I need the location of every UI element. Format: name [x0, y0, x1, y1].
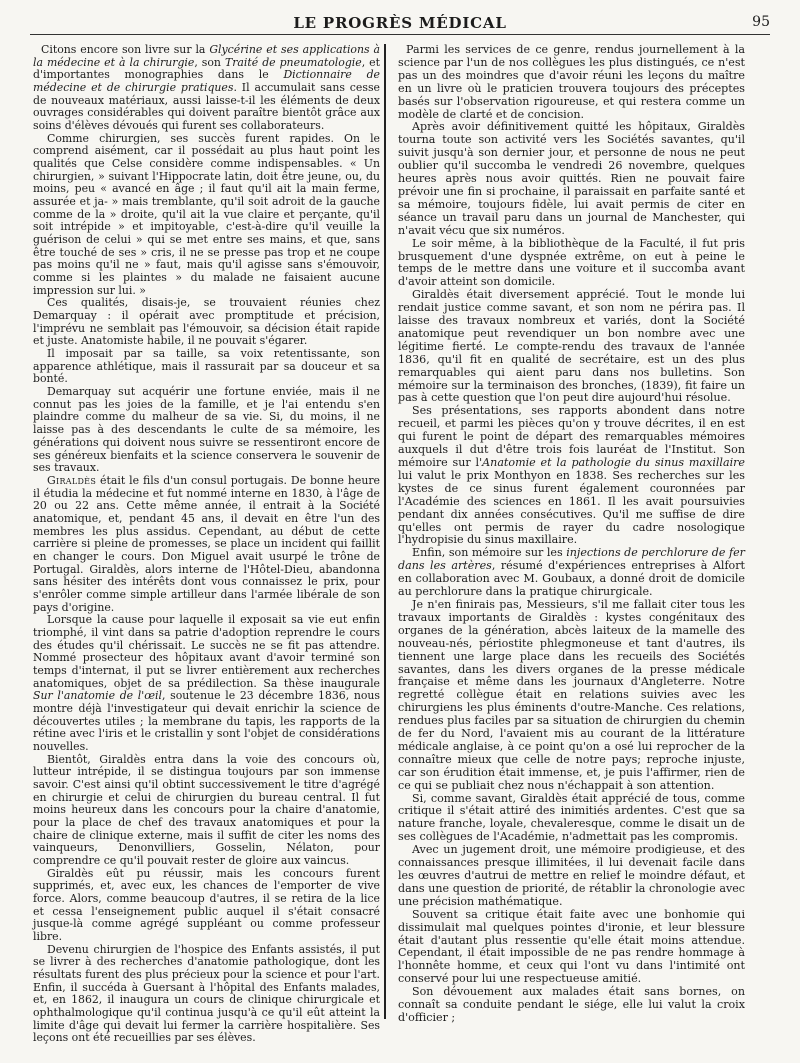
- right-column: [398, 44, 745, 1025]
- memoir-title: injections de perchlorure de fer dans les artères: [398, 546, 745, 573]
- name-smallcaps: Giraldès: [47, 473, 97, 487]
- page-header: [30, 12, 770, 35]
- book-title: Traité de pneumatologie: [224, 55, 362, 69]
- column-divider: [384, 44, 386, 1019]
- paragraph: Enfin, son mémoire sur les injections de perchlorure de fer dans les artères, résumé d'expériences entreprises à Alfort en collaboration avec M. Goubaux, a donné droit de domicile au perchlorure dans la pratique chirurgicale.: [398, 546, 745, 599]
- paragraph: Demarquay sut acquérir une fortune enviée, mais il ne connut pas les joies de la famille, et je l'ai entendu s'en plaindre comme du malheur de sa vie. Si, du moins, il ne laisse pas à des descendants le culte de sa mémoire, les générations qui doivent nous suivre se ressentiront encore de ses généreux bienfaits et la science conservera le souvenir de ses travaux.: [33, 385, 380, 475]
- paragraph: Il imposait par sa taille, sa voix retentissante, son apparence athlétique, mais il rassurait par sa douceur et sa bonté.: [33, 347, 380, 386]
- paragraph: Ces qualités, disais-je, se trouvaient réunies chez Demarquay : il opérait avec promptitude et précision, l'imprévu ne semblait pas l'émouvoir, sa décision était rapide et juste. Anatomiste habile, il ne pouvait s'égarer.: [33, 296, 380, 348]
- journal-title: LE PROGRÈS MÉDICAL: [293, 14, 507, 32]
- paragraph: Si, comme savant, Giraldès était apprécié de tous, comme critique il s'était attiré des inimitiés ardentes. C'est que sa nature franche, loyale, chevaleresque, comme le disait un de ses collègues de l'Académie, n'admettait pas les compromis.: [398, 791, 745, 844]
- paragraph: Ses présentations, ses rapports abondent dans notre recueil, et parmi les pièces qu'on y trouve décrites, il en est qui furent le point de départ des remarquables mémoires auxquels il dut d'être trois fois lauréat de l'Institut. Son mémoire sur l'Anatomie et la pathologie du sinus maxillaire lui valut le prix Monthyon en 1838. Ses recherches sur les kystes de ce sinus furent également couronnées par l'Académie des sciences en 1861. Il les avait poursuivies pendant dix années consécutives. Qu'il me suffise de dire qu'elles ont permis de rayer du cadre nosologique l'hydropisie du sinus maxillaire.: [398, 404, 745, 547]
- memoir-title: Anatomie et la pathologie du sinus maxillaire: [482, 456, 745, 469]
- paragraph: Giraldès eût pu réussir, mais les concours furent supprimés, et, avec eux, les chances de l'emporter de vive force. Alors, comme beaucoup d'autres, il se retira de la lice et cessa l'enseignement public auquel il s'était consacré jusque-là comme agrégé suppléant ou comme professeur libre.: [33, 866, 380, 944]
- paragraph: Souvent sa critique était faite avec une bonhomie qui dissimulait mal quelques pointes d'ironie, et leur blessure était d'autant plus ressentie qu'elle était moins attendue. Cependant, il était impossible de ne pas rendre hommage à l'honnête homme, et ceux qui l'ont vu dans l'intimité ont conservé pour lui une respectueuse amitié.: [398, 907, 745, 986]
- paragraph: Giraldès était diversement apprécié. Tout le monde lui rendait justice comme savant, et son nom ne périra pas. Il laisse des travaux nombreux et variés, dont la Société anatomique peut revendiquer un bon nombre avec une légitime fierté. Le compte-rendu des travaux de l'année 1836, qu'il fit en qualité de secrétaire, est un des plus remarquables qui aient paru dans nos bulletins. Son mémoire sur la terminaison des bronches, (1839), fit faire un pas à cette question que l'on peut dire aujourd'hui résolue.: [398, 288, 745, 405]
- left-column: [33, 44, 380, 1045]
- paragraph: Citons encore son livre sur la Glycérine et ses applications à la médecine et à la chirurgie, son Traité de pneumatologie, et d'importantes monographies dans le Dictionnaire de médecine et de chirurgie pratiques. Il accumulait sans cesse de nouveaux matériaux, aussi laisse-t-il les éléments de deux ouvrages considérables qui doivent paraître bientôt grâce aux soins d'élèves dévoués qui furent ses collaborateurs.: [33, 43, 381, 133]
- thesis-title: Sur l'anatomie de l'œil: [33, 689, 162, 703]
- book-title: Dictionnaire de médecine et de chirurgie pratiques: [33, 68, 380, 95]
- paragraph: Après avoir définitivement quitté les hôpitaux, Giraldès tourna toute son activité vers les Sociétés savantes, qu'il suivit jusqu'à son dernier jour, et personne de nous ne peut oublier qu'il succomba le vendredi 26 novembre, quelques heures après nous avoir quittés. Rien ne pouvait faire prévoir une fin si prochaine, il paraissait en parfaite santé et sa mémoire, toujours fidèle, lui avait permis de citer en séance un travail paru dans un journal de Manchester, qui n'avait vécu que six numéros.: [398, 120, 745, 237]
- paragraph: Bientôt, Giraldès entra dans la voie des concours où, lutteur intrépide, il se distingua toujours par son immense savoir. C'est ainsi qu'il obtint successivement le titre d'agrégé en chirurgie et celui de chirurgien du bureau central. Il fut moins heureux dans les concours pour la chaire d'anatomie, pour la place de chef des travaux anatomiques et pour la chaire de clinique externe, mais il suffit de citer les noms des vainqueurs, Denonvilliers, Gosselin, Nélaton, pour comprendre ce qu'il pouvait rester de gloire aux vaincus.: [33, 752, 380, 867]
- paragraph: Avec un jugement droit, une mémoire prodigieuse, et des connaissances presque illimitées, il lui devenait facile dans les œuvres d'autrui de mettre en relief le moindre défaut, et dans une question de priorité, de rétablir la chronologie avec une précision mathématique.: [398, 843, 745, 908]
- paragraph: Comme chirurgien, ses succès furent rapides. On le comprend aisément, car il possédait au plus haut point les qualités que Celse considère comme indispensables. « Un chirurgien, » suivant l'Hippocrate latin, doit être jeune, ou, du moins, peu « avancé en âge ; il faut qu'il ait la main ferme, assurée et ja- » mais tremblante, qu'il soit adroit de la gauche comme de la » droite, qu'il ait la vue claire et perçante, qu'il soit intrépide » et impitoyable, c'est-à-dire qu'il veuille la guérison de celui » qui se met entre ses mains, et que, sans être touché de ses » cris, il ne se presse pas trop et ne coupe pas moins qu'il ne » faut, mais qu'il agisse sans s'émouvoir, comme si les plaintes » du malade ne faisaient aucune impression sur lui. »: [33, 131, 380, 297]
- page-number: 95: [752, 14, 770, 30]
- paragraph: Je n'en finirais pas, Messieurs, s'il me fallait citer tous les travaux importants de Giraldès : kystes congénitaux des organes de la génération, abcès laiteux de la mamelle des nouveau-nés, périostite phlegmoneuse et tant d'autres, ils tiennent une large place dans les recueils des Sociétés savantes, dans les divers organes de la presse médicale française et même dans les journaux d'Angleterre. Notre regretté collègue était en relations suivies avec les chirurgiens les plus éminents d'outre-Manche. Ces relations, rendues plus faciles par sa situation de chirurgien du chemin de fer du Nord, l'avaient mis au courant de la littérature médicale anglaise, à ce point qu'on a osé lui reprocher de la connaître mieux que celle de notre pays; reproche injuste, car son érudition était immense, et, je puis l'affirmer, rien de ce qui se publiait chez nous n'échappait à son attention.: [398, 597, 745, 792]
- paragraph: Son dévouement aux malades était sans bornes, on connaît sa conduite pendant le siége, elle lui valut la croix d'officier ;: [398, 985, 745, 1024]
- paragraph: Giraldès était le fils d'un consul portugais. De bonne heure il étudia la médecine et fut nommé interne en 1830, à l'âge de 20 ou 22 ans. Cette même année, il entrait à la Société anatomique, et, pendant 45 ans, il devait en être l'un des membres les plus assidus. Cependant, au début de cette carrière si pleine de promesses, se place un incident qui faillit en changer le cours. Don Miguel avait usurpé le trône de Portugal. Giraldès, alors interne de l'Hôtel-Dieu, abandonna sans hésiter des intérêts dont vous connaissez le prix, pour s'enrôler comme simple artilleur dans l'armée libérale de son pays d'origine.: [33, 473, 380, 614]
- paragraph: Parmi les services de ce genre, rendus journellement à la science par l'un de nos collègues les plus distingués, ce n'est pas un des moindres que d'avoir réuni les leçons du maître en un livre où le praticien trouvera toujours des préceptes basés sur l'observation rigoureuse, et qui restera comme un modèle de clarté et de concision.: [398, 43, 745, 121]
- book-title: Glycérine et ses applications à la médecine et à la chirurgie: [33, 43, 380, 69]
- paragraph: Le soir même, à la bibliothèque de la Faculté, il fut pris brusquement d'une dyspnée extrême, on eut à peine le temps de le mettre dans une voiture et il succomba avant d'avoir atteint son domicile.: [398, 236, 745, 289]
- paragraph: Lorsque la cause pour laquelle il exposait sa vie eut enfin triomphé, il vint dans sa patrie d'adoption reprendre le cours des études qu'il chérissait. Le succès ne se fit pas attendre. Nommé prosecteur des hôpitaux avant d'avoir terminé son temps d'internat, il put se livrer entièrement aux recherches anatomiques, objet de sa prédilection. Sa thèse inaugurale Sur l'anatomie de l'œil, soutenue le 23 décembre 1836, nous montre déjà l'investigateur qui devait enrichir la science de découvertes utiles ; la membrane du tapis, les rapports de la rétine avec l'iris et le cristallin y sont l'objet de considérations nouvelles.: [33, 613, 380, 753]
- paragraph: Devenu chirurgien de l'hospice des Enfants assistés, il put se livrer à des recherches d'anatomie pathologique, dont les résultats furent des plus précieux pour la science et pour l'art. Enfin, il succéda à Guersant à l'hôpital des Enfants malades, et, en 1862, il inaugura un cours de clinique chirurgicale et ophthalmologique qu'il continua jusqu'à ce qu'il eût atteint la limite d'âge qui devait lui fermer la carrière hospitalière. Ses leçons ont été recueillies par ses élèves.: [33, 942, 380, 1045]
